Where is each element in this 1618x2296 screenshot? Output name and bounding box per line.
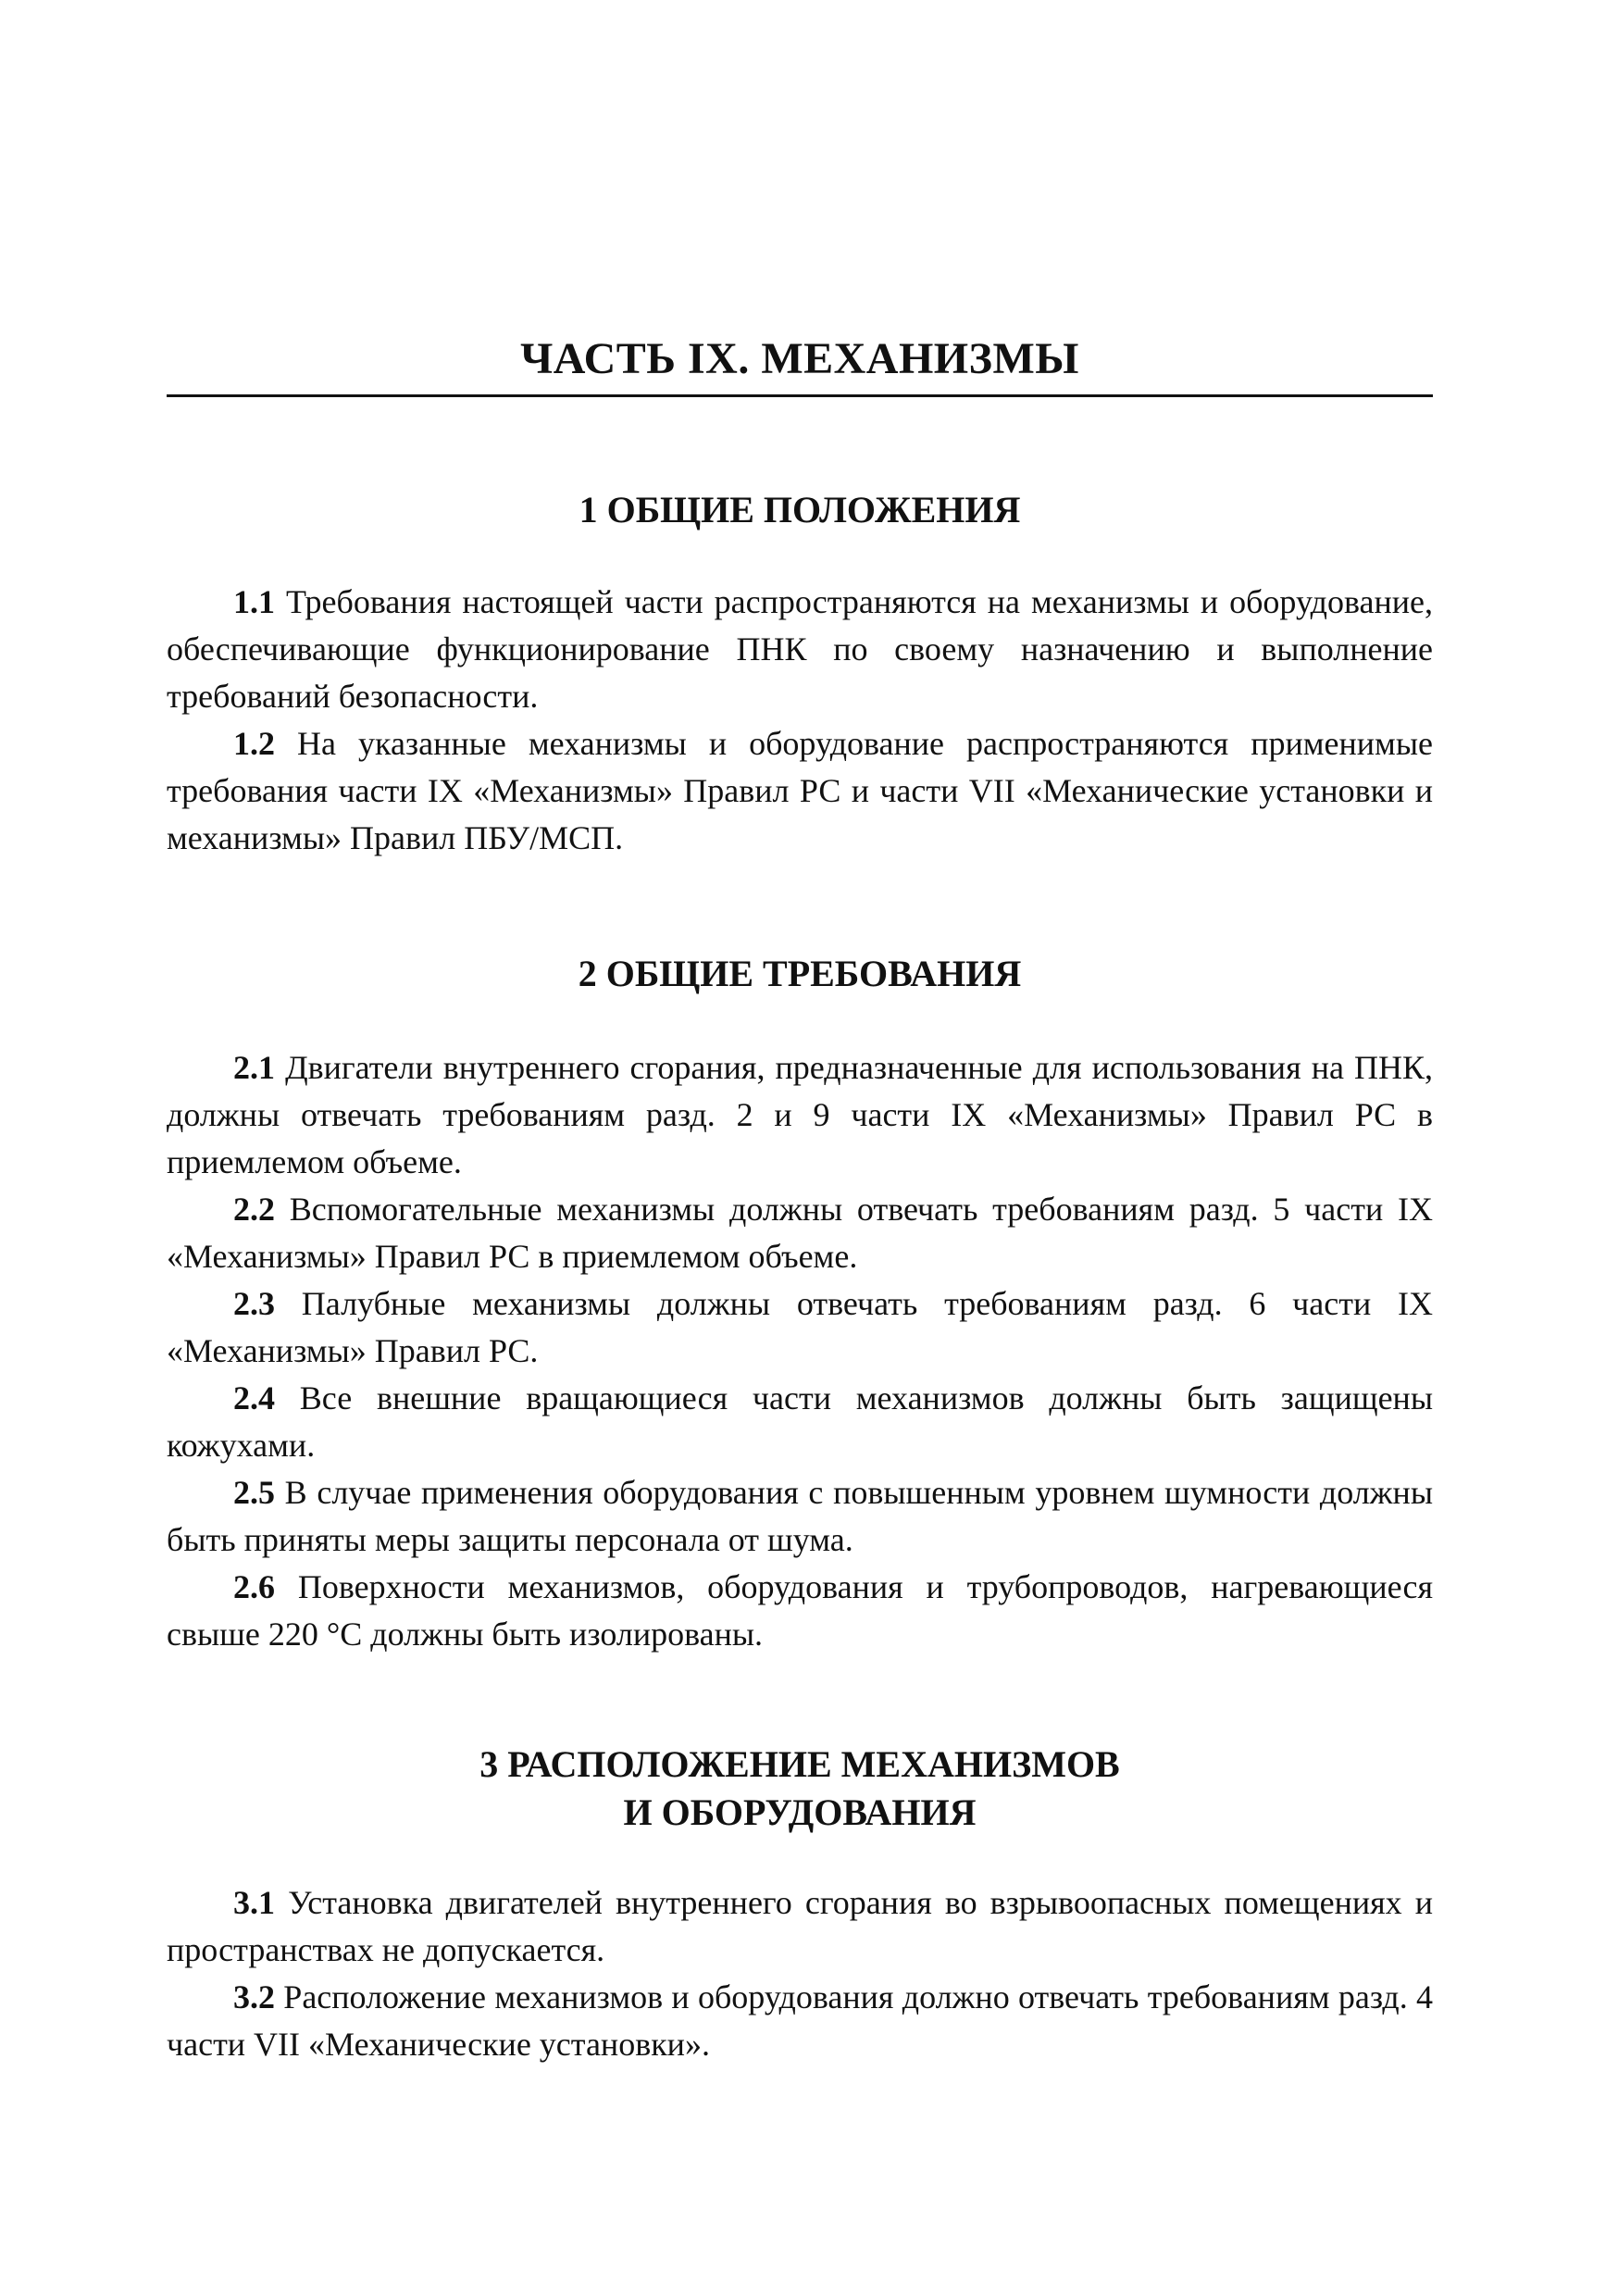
paragraph-text: Вспомогательные механизмы должны отвечать требованиям разд. 5 части IX «Механизмы» Правил РС в приемлемом объеме. bbox=[167, 1191, 1433, 1275]
paragraph-text: Требования настоящей части распространяются на механизмы и оборудование, обеспечивающие функционирование ПНК по своему назначению и выполнение требований безопасности. bbox=[167, 583, 1433, 715]
paragraph-3-1 bbox=[167, 1879, 1433, 1974]
section-1-heading-line: 1 ОБЩИЕ ПОЛОЖЕНИЯ bbox=[579, 489, 1021, 530]
paragraph-2-1 bbox=[167, 1044, 1433, 1186]
paragraph-1-2 bbox=[167, 720, 1433, 862]
paragraph-number: 2.4 bbox=[233, 1379, 275, 1416]
paragraph-text: Двигатели внутреннего сгорания, предназначенные для использования на ПНК, должны отвечать требованиям разд. 2 и 9 части IX «Механизмы» Правил РС в приемлемом объеме. bbox=[167, 1049, 1434, 1180]
paragraph-text: В случае применения оборудования с повышенным уровнем шумности должны быть приняты меры защиты персонала от шума. bbox=[167, 1474, 1434, 1558]
paragraph-2-3 bbox=[167, 1280, 1433, 1375]
paragraph-2-6 bbox=[167, 1564, 1433, 1658]
section-3-heading-line-2: И ОБОРУДОВАНИЯ bbox=[623, 1791, 977, 1833]
paragraph-text: На указанные механизмы и оборудование распространяются применимые требования части IX «Механизмы» Правил РС и части VII «Механические установки и механизмы» Правил ПБУ/МСП. bbox=[167, 725, 1434, 856]
paragraph-number: 1.2 bbox=[233, 725, 275, 762]
section-3-heading bbox=[167, 1741, 1433, 1837]
paragraph-text: Расположение механизмов и оборудования должно отвечать требованиям разд. 4 части VII «Механические установки». bbox=[167, 1978, 1433, 2063]
document-page bbox=[167, 0, 1433, 2296]
paragraph-2-4 bbox=[167, 1375, 1433, 1469]
paragraph-text: Все внешние вращающиеся части механизмов должны быть защищены кожухами. bbox=[167, 1379, 1433, 1464]
paragraph-1-1 bbox=[167, 579, 1433, 720]
paragraph-2-2 bbox=[167, 1186, 1433, 1280]
part-title: ЧАСТЬ IX. МЕХАНИЗМЫ bbox=[520, 334, 1079, 383]
section-3-body bbox=[167, 1879, 1433, 2068]
section-1-body bbox=[167, 579, 1433, 862]
section-1-heading bbox=[167, 486, 1433, 534]
paragraph-2-5 bbox=[167, 1469, 1433, 1564]
paragraph-number: 3.1 bbox=[233, 1884, 275, 1921]
section-3-heading-line-1: 3 РАСПОЛОЖЕНИЕ МЕХАНИЗМОВ bbox=[479, 1743, 1120, 1785]
paragraph-3-2 bbox=[167, 1974, 1433, 2068]
section-2-heading-line: 2 ОБЩИЕ ТРЕБОВАНИЯ bbox=[578, 953, 1022, 994]
paragraph-number: 1.1 bbox=[233, 583, 275, 620]
paragraph-number: 2.2 bbox=[233, 1191, 275, 1228]
paragraph-number: 2.6 bbox=[233, 1568, 275, 1605]
section-2-body bbox=[167, 1044, 1433, 1658]
section-2-heading bbox=[167, 950, 1433, 998]
paragraph-number: 2.5 bbox=[233, 1474, 275, 1511]
paragraph-number: 2.3 bbox=[233, 1285, 275, 1322]
paragraph-number: 3.2 bbox=[233, 1978, 275, 2015]
paragraph-text: Поверхности механизмов, оборудования и трубопроводов, нагревающиеся свыше 220 °С должны быть изолированы. bbox=[167, 1568, 1434, 1653]
paragraph-number: 2.1 bbox=[233, 1049, 275, 1086]
part-title-rule bbox=[167, 394, 1433, 397]
paragraph-text: Палубные механизмы должны отвечать требованиям разд. 6 части IX «Механизмы» Правил РС. bbox=[167, 1285, 1433, 1369]
paragraph-text: Установка двигателей внутреннего сгорания во взрывоопасных помещениях и пространствах не допускается. bbox=[167, 1884, 1434, 1968]
